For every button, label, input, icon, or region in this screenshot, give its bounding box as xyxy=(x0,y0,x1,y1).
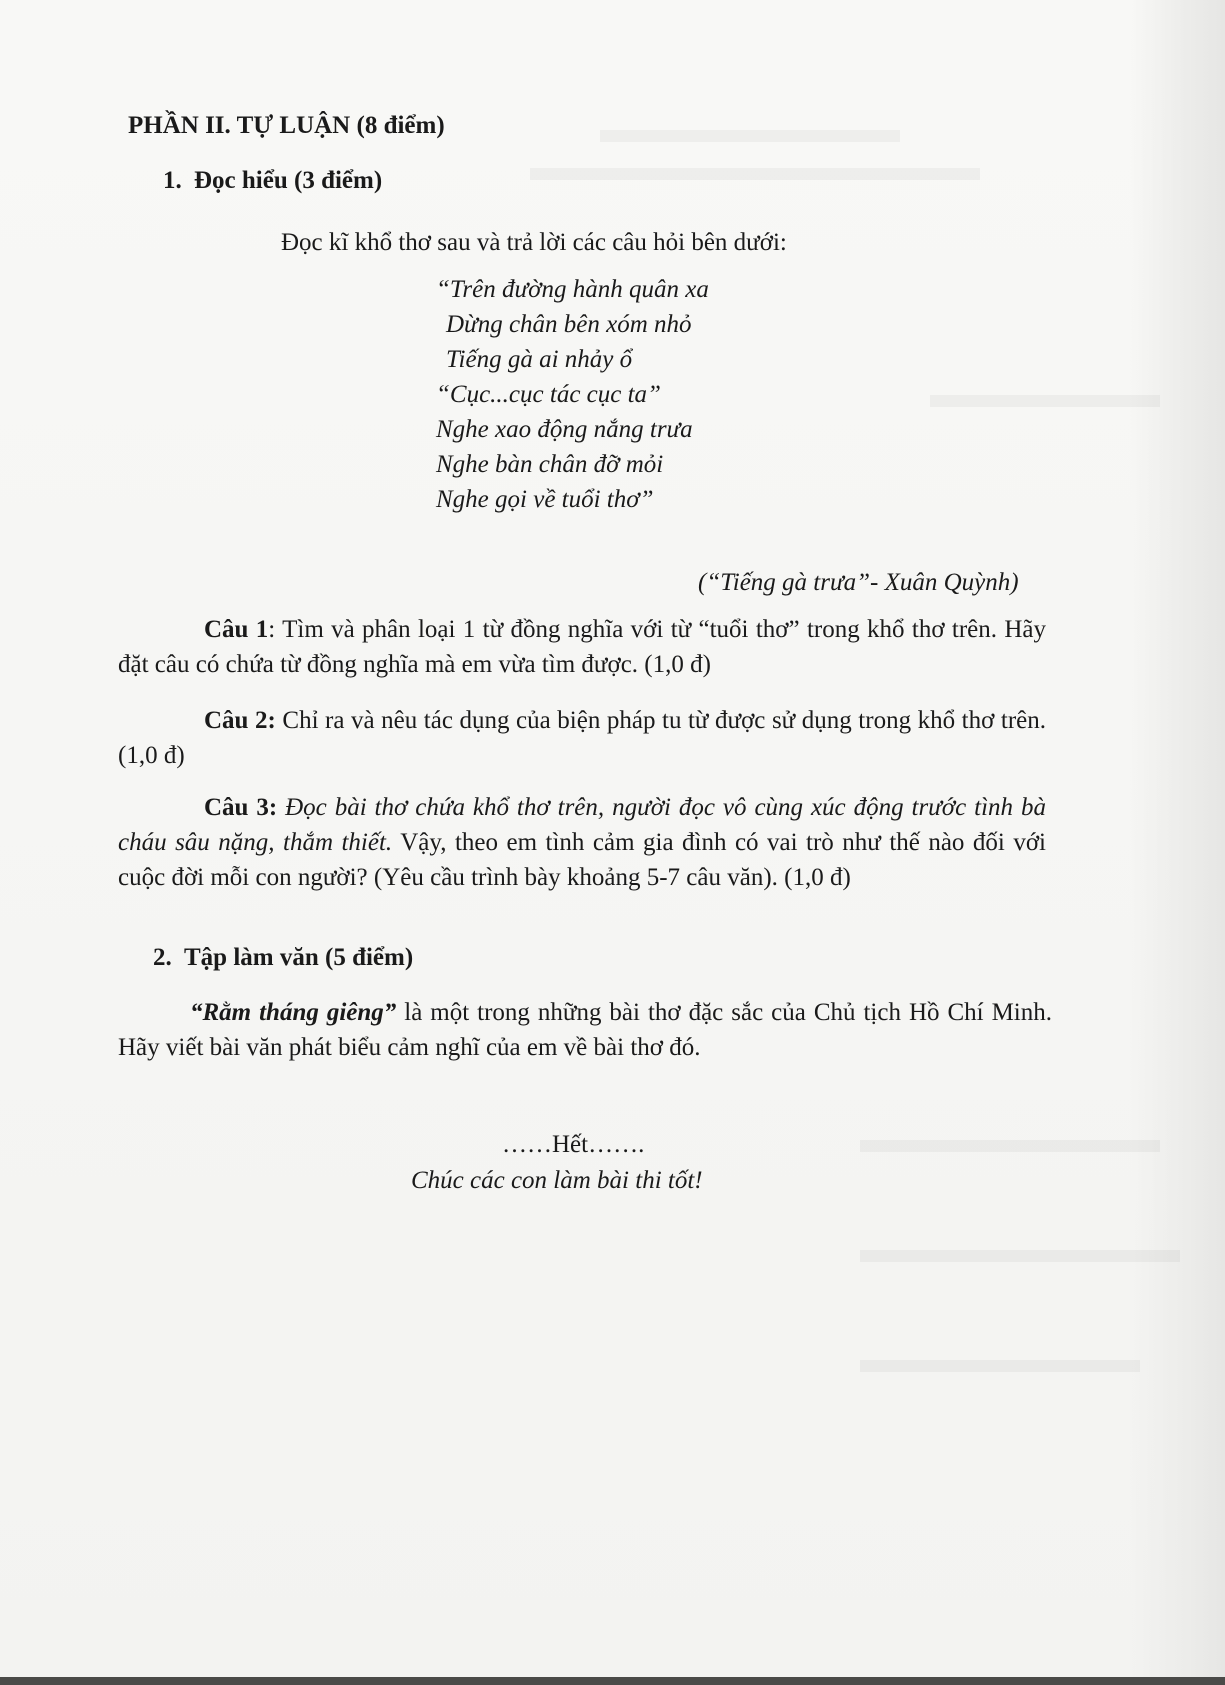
poem-line: “Trên đường hành quân xa xyxy=(436,276,709,303)
essay-prompt-text: là một trong những bài thơ đặc sắc của Chủ tịch Hồ Chí Minh. Hãy viết bài văn phát biểu cảm nghĩ của em về bài thơ đó. xyxy=(118,999,1052,1061)
question-3 xyxy=(118,790,1046,895)
section-1-number: 1. xyxy=(163,167,182,194)
closing-wish: Chúc các con làm bài thi tốt! xyxy=(411,1167,703,1194)
question-1 xyxy=(118,612,1046,682)
section-2-heading xyxy=(153,940,413,975)
show-through-mark xyxy=(930,395,1160,407)
show-through-mark xyxy=(530,168,980,180)
part-title: PHẦN II. TỰ LUẬN (8 điểm) xyxy=(128,112,445,139)
question-3-label: Câu 3: xyxy=(204,794,278,821)
essay-poem-name: “Rằm tháng giêng” xyxy=(190,999,397,1026)
end-mark: ……Hết……. xyxy=(502,1131,645,1158)
reading-instruction: Đọc kĩ khổ thơ sau và trả lời các câu hỏi bên dưới: xyxy=(281,229,787,256)
show-through-mark xyxy=(860,1250,1180,1262)
scan-bottom-edge xyxy=(0,1677,1225,1685)
show-through-mark xyxy=(600,130,900,142)
section-2-title: Tập làm văn (5 điểm) xyxy=(184,944,414,971)
question-3-text: Vậy, theo em tình cảm gia đình có vai trò như thế nào đối với cuộc đời mỗi con người? (Yêu cầu trình bày khoảng 5-7 câu văn). (1,0 đ) xyxy=(118,829,1047,891)
poem-source: (“Tiếng gà trưa”- Xuân Quỳnh) xyxy=(698,569,1019,596)
show-through-mark xyxy=(860,1140,1160,1152)
poem-line: Nghe bàn chân đỡ mỏi xyxy=(436,451,664,478)
question-3-italic-text: Đọc bài thơ chứa khổ thơ trên, người đọc vô cùng xúc động trước tình bà cháu sâu nặng, thắm thiết. xyxy=(118,794,1046,856)
question-2 xyxy=(118,703,1046,773)
poem-line: Nghe gọi về tuổi thơ” xyxy=(436,486,654,513)
essay-prompt xyxy=(118,995,1052,1065)
question-1-text: : Tìm và phân loại 1 từ đồng nghĩa với từ “tuổi thơ” trong khổ thơ trên. Hãy đặt câu có chứa từ đồng nghĩa mà em vừa tìm được. (1,0 đ) xyxy=(118,616,1046,678)
section-1-heading xyxy=(163,163,382,198)
page-edge-shadow xyxy=(1130,0,1225,1685)
poem-line: “Cục...cục tác cục ta” xyxy=(436,381,661,408)
section-2-number: 2. xyxy=(153,944,172,971)
question-2-text: Chỉ ra và nêu tác dụng của biện pháp tu từ được sử dụng trong khổ thơ trên. (1,0 đ) xyxy=(118,707,1047,769)
question-2-label: Câu 2: xyxy=(204,707,276,734)
poem-line: Dừng chân bên xóm nhỏ xyxy=(446,311,692,338)
question-1-label: Câu 1 xyxy=(204,616,269,643)
poem-line: Tiếng gà ai nhảy ổ xyxy=(446,346,633,373)
poem-excerpt xyxy=(436,272,709,517)
section-1-title: Đọc hiểu (3 điểm) xyxy=(194,167,383,194)
show-through-mark xyxy=(860,1360,1140,1372)
poem-line: Nghe xao động nắng trưa xyxy=(436,416,693,443)
